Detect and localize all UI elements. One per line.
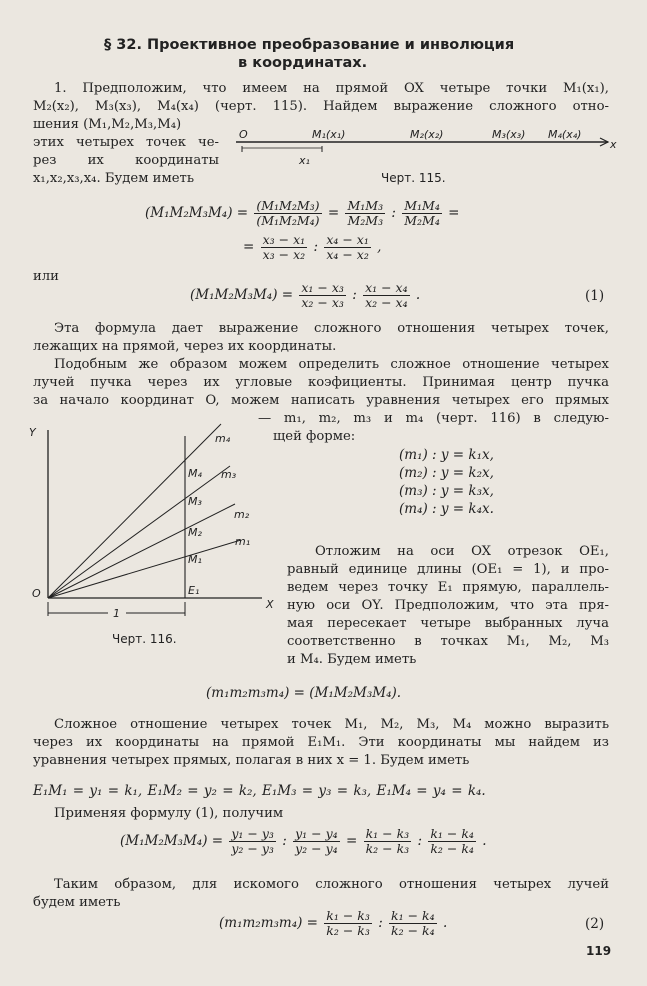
para5-line2: через их координаты на прямой E₁M₁. Эти координаты мы найдем из: [33, 735, 609, 750]
fig116-label-M1: M₁: [188, 553, 202, 566]
eq-d-colon2: :: [417, 833, 423, 849]
eq-a-frac1: [254, 199, 321, 228]
fig116-label-y: Y: [29, 426, 36, 439]
eq2-frac1-num: k₁ − k₃: [326, 908, 370, 923]
eq2-frac1-den: k₂ − k₃: [326, 923, 370, 938]
fig115-label-x1: x₁: [299, 154, 310, 167]
fig115-label-m4: M₄(x₄): [548, 128, 582, 141]
para3-line1: Подобным же образом можем определить сложное отношение четырех: [54, 357, 609, 372]
eq1-lhs: (M₁M₂M₃M₄) =: [190, 287, 294, 303]
eq2-number: (2): [585, 916, 605, 932]
fig115-label-m1: M₁(x₁): [312, 128, 346, 141]
para3-line3: за начало координат O, можем написать уравнения четырех его прямых: [33, 393, 609, 408]
fig116-label-m3: m₃: [221, 468, 237, 481]
eq-d-frac2-num: y₁ − y₄: [295, 826, 338, 841]
eq-a-lhs: (M₁M₂M₃M₄) =: [145, 205, 249, 221]
para6: Применяя формулу (1), получим: [54, 806, 284, 821]
eq2-frac2-den: k₂ − k₄: [391, 923, 435, 938]
eq-a-colon1: :: [391, 205, 396, 221]
eq-d-frac1-num: y₁ − y₃: [231, 826, 274, 841]
eq-a-equals3: =: [243, 239, 255, 255]
line-eq-m4: (m₄) : y = k₄x.: [399, 501, 494, 517]
page-number: 119: [586, 944, 612, 958]
line-eq-m2: (m₂) : y = k₂x,: [399, 465, 494, 481]
eq-b: (m₁m₂m₃m₄) = (M₁M₂M₃M₄).: [206, 685, 402, 701]
eq-a-frac3: [402, 199, 442, 228]
fig115-label-o: O: [239, 128, 248, 141]
eq2-colon: :: [378, 915, 383, 931]
eq-d-frac4-num: k₁ − k₄: [430, 826, 474, 841]
para4-line2: равный единице длины (OE₁ = 1), и про-: [287, 562, 609, 577]
fig115-label-m2: M₂(x₂): [410, 128, 444, 141]
eq-a-line2: [243, 233, 381, 262]
fig116-label-one: 1: [113, 607, 120, 620]
para1-line4: этих четырех точек че-: [33, 135, 219, 150]
para1-line5: рез их координаты: [33, 153, 219, 168]
fig115-caption: Черт. 115.: [381, 171, 446, 185]
eq-a-colon2: :: [313, 239, 319, 255]
eq-d-frac2: [293, 827, 340, 856]
para4-line6: соответственно в точках M₁, M₂, M₃: [287, 634, 609, 649]
eq-a-frac5: [324, 233, 371, 262]
eq1-frac1-den: x₂ − x₃: [301, 295, 344, 310]
section-title-line1: § 32. Проективное преобразование и инволюция: [104, 37, 515, 53]
para4-line1: Отложим на оси OX отрезок OE₁,: [315, 544, 609, 559]
para7-line2: будем иметь: [33, 895, 121, 910]
fig116-caption: Черт. 116.: [112, 632, 177, 646]
para4-line7: и M₄. Будем иметь: [287, 652, 417, 667]
fig116-label-M4: M₄: [188, 467, 202, 480]
eq-d-frac4-den: k₂ − k₄: [430, 841, 474, 856]
eq-a-frac3-den: M₂M₄: [404, 213, 440, 228]
section-title-line2: в координатах.: [238, 55, 368, 71]
eq1-colon: :: [352, 287, 357, 303]
eq-d-colon1: :: [282, 833, 287, 849]
fig115-label-m3: M₃(x₃): [492, 128, 526, 141]
eq-d-frac3-num: k₁ − k₃: [365, 826, 410, 841]
eq-a-frac5-num: x₄ − x₁: [326, 232, 369, 247]
eq-d-lhs: (M₁M₂M₃M₄) =: [120, 833, 224, 849]
eq-a-comma: ,: [377, 239, 382, 255]
para2-line1: Эта формула дает выражение сложного отношения четырех точек,: [54, 321, 609, 336]
eq-a-frac1-num: (M₁M₂M₃): [256, 198, 320, 213]
para4-line4: ную оси OY. Предположим, что эта пря-: [287, 598, 609, 613]
para1-line2: M₂(x₂), M₃(x₃), M₄(x₄) (черт. 115). Найдем выражение сложного отно-: [33, 99, 609, 114]
eq-a-frac4-den: x₃ − x₂: [262, 247, 306, 262]
fig116-label-M3: M₃: [188, 495, 202, 508]
eq1-number: (1): [585, 288, 605, 304]
eq2: [219, 909, 447, 938]
eq-a-frac5-den: x₄ − x₂: [326, 247, 369, 262]
fig116-label-m4: m₄: [215, 432, 231, 445]
or-word: или: [33, 269, 59, 284]
eq2-frac2-num: k₁ − k₄: [391, 908, 435, 923]
eq-d-frac2-den: y₂ − y₄: [295, 841, 338, 856]
fig116-ray-m2: [48, 504, 235, 598]
eq-a-frac2-num: M₁M₃: [347, 198, 384, 213]
eq-a-frac4-num: x₃ − x₁: [262, 232, 306, 247]
para1-line1: 1. Предположим, что имеем на прямой OX четыре точки M₁(x₁),: [54, 81, 609, 96]
eq1-frac2: [363, 281, 410, 310]
eq2-lhs: (m₁m₂m₃m₄) =: [219, 915, 318, 931]
eq-d-frac3: [364, 827, 412, 856]
line-eq-m1: (m₁) : y = k₁x,: [399, 447, 494, 463]
eq1-frac2-num: x₁ − x₄: [365, 280, 408, 295]
para2-line2: лежащих на прямой, через их координаты.: [33, 339, 337, 354]
eq1-end: .: [415, 287, 421, 303]
eq-a-frac1-den: (M₁M₂M₄): [256, 213, 320, 228]
fig116-label-x: X: [266, 598, 274, 611]
eq2-frac1: [324, 909, 372, 938]
para5-line1: Сложное отношение четырех точек M₁, M₂, M₃, M₄ можно выразить: [54, 717, 609, 732]
para3-line4: — m₁, m₂, m₃ и m₄ (черт. 116) в следую-: [258, 411, 609, 426]
eq-a-line1: [145, 199, 459, 228]
para3-line2: лучей пучка через их угловые коэфициенты. Принимая центр пучка: [33, 375, 609, 390]
eq-a-frac2-den: M₂M₃: [347, 213, 384, 228]
eq-a-equals1: =: [327, 205, 340, 221]
eq2-frac2: [389, 909, 437, 938]
eq-a-frac2: [345, 199, 385, 228]
eq-d-frac4: [428, 827, 476, 856]
fig116-label-o: O: [32, 587, 41, 600]
eq-a-equals2: =: [448, 205, 460, 221]
eq-a-frac3-num: M₁M₄: [404, 198, 440, 213]
para7-line1: Таким образом, для искомого сложного отношения четырех лучей: [54, 877, 609, 892]
fig116-label-e1: E₁: [188, 584, 200, 597]
para3-line5: щей форме:: [273, 429, 356, 444]
eq-d-end: .: [482, 833, 487, 849]
fig116-label-m2: m₂: [234, 508, 250, 521]
eq1: [190, 281, 420, 310]
eq-d-frac1: [229, 827, 276, 856]
eq1-frac2-den: x₂ − x₄: [365, 295, 408, 310]
eq-d: [120, 827, 487, 856]
fig115-label-axis: x: [610, 138, 617, 151]
figure-116: [28, 422, 280, 628]
para1-line6: x₁,x₂,x₃,x₄. Будем иметь: [33, 171, 195, 186]
fig116-label-m1: m₁: [235, 535, 251, 548]
eq2-end: .: [442, 915, 448, 931]
line-eq-m3: (m₃) : y = k₃x,: [399, 483, 494, 499]
para5-line3: уравнения четырех прямых, полагая в них x = 1. Будем иметь: [33, 753, 470, 768]
figure-115: [230, 118, 620, 170]
eq1-frac1-num: x₁ − x₃: [301, 280, 344, 295]
eq-d-equals: =: [345, 833, 358, 849]
fig116-ray-m3: [48, 466, 230, 598]
eq1-frac1: [299, 281, 346, 310]
para4-line3: ведем через точку E₁ прямую, параллель-: [287, 580, 609, 595]
eq-d-frac3-den: k₂ − k₃: [365, 841, 410, 856]
eq-d-frac1-den: y₂ − y₃: [231, 841, 274, 856]
fig116-label-M2: M₂: [188, 526, 202, 539]
eq-a-frac4: [261, 233, 308, 262]
para1-line3: шения (M₁,M₂,M₃,M₄): [33, 117, 182, 132]
eq-c: E₁M₁ = y₁ = k₁, E₁M₂ = y₂ = k₂, E₁M₃ = y₃ = k₃, E₁M₄ = y₄ = k₄.: [33, 783, 486, 799]
para4-line5: мая пересекает четыре выбранных луча: [287, 616, 609, 631]
